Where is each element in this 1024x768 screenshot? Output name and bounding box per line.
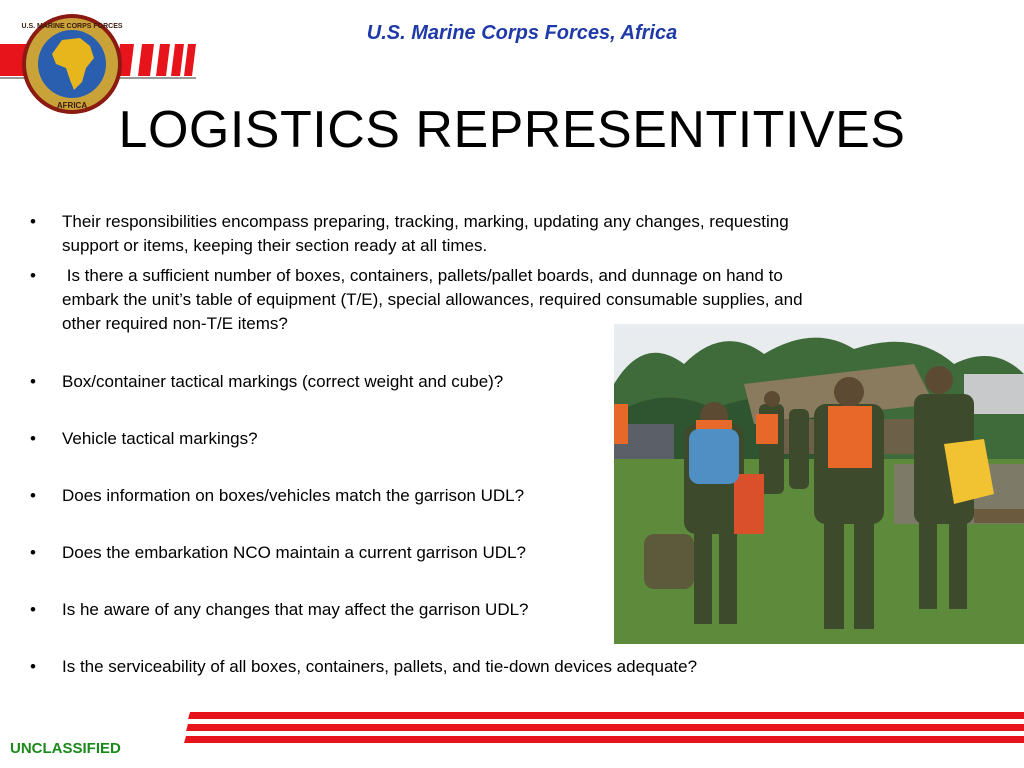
bullet-text: Is there a sufficient number of boxes, containers, pallets/pallet boards, and dunnage on hand to embark the unit’s table of equipment (T/E), special allowances, required consumable supplies, and other required non-T/E items? <box>62 266 808 333</box>
bullet-item <box>24 655 844 679</box>
bullet-icon: • <box>30 543 36 562</box>
bullet-icon: • <box>30 486 36 505</box>
bullet-icon: • <box>30 372 36 391</box>
classification-label: UNCLASSIFIED <box>10 740 121 757</box>
bullet-icon: • <box>30 429 36 448</box>
slide-title: LOGISTICS REPRESENTITIVES <box>118 101 906 159</box>
bullet-text: Their responsibilities encompass preparing, tracking, marking, updating any changes, requesting support or items, keeping their section ready at all times. <box>62 212 789 255</box>
bullet-icon: • <box>30 600 36 619</box>
soldiers-photo <box>614 324 1024 644</box>
bullet-text: Does the embarkation NCO maintain a current garrison UDL? <box>62 543 526 562</box>
organization-name: U.S. Marine Corps Forces, Africa <box>366 22 678 44</box>
bullet-text: Box/container tactical markings (correct weight and cube)? <box>62 372 504 391</box>
svg-text:AFRICA: AFRICA <box>56 101 88 110</box>
bullet-icon: • <box>30 212 36 231</box>
bullet-text: Is the serviceability of all boxes, containers, pallets, and tie-down devices adequate? <box>62 657 698 676</box>
bullet-item <box>24 210 844 259</box>
bullet-icon: • <box>30 266 36 285</box>
bullet-icon: • <box>30 657 36 676</box>
bullet-text: Vehicle tactical markings? <box>62 429 258 448</box>
bullet-text: Does information on boxes/vehicles match the garrison UDL? <box>62 486 525 505</box>
bullet-text: Is he aware of any changes that may affect the garrison UDL? <box>62 600 529 619</box>
svg-text:U.S. MARINE CORPS FORCES: U.S. MARINE CORPS FORCES <box>21 23 123 30</box>
footer-stripes <box>180 708 1024 748</box>
